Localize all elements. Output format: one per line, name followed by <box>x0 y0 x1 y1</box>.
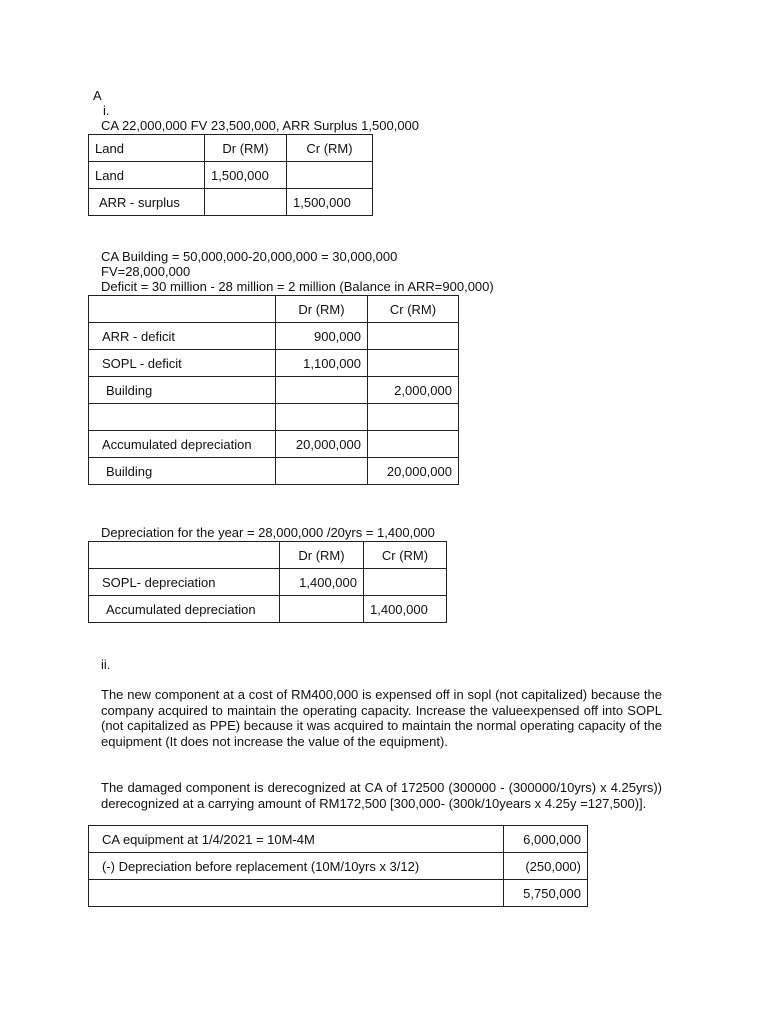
table-header-cell: Cr (RM) <box>287 135 373 162</box>
table-cell: Building <box>89 458 276 485</box>
table-cell <box>287 162 373 189</box>
table-cell: (250,000) <box>504 853 588 880</box>
table-header-cell: Land <box>89 135 205 162</box>
depreciation-intro-text: Depreciation for the year = 28,000,000 /20yrs = 1,400,000 <box>101 525 435 540</box>
table-row <box>89 431 459 458</box>
table-cell <box>205 189 287 216</box>
table-cell: 1,100,000 <box>276 350 368 377</box>
table-cell: 5,750,000 <box>504 880 588 907</box>
land-intro-text: CA 22,000,000 FV 23,500,000, ARR Surplus 1,500,000 <box>101 118 420 133</box>
table-cell <box>368 323 459 350</box>
table-cell: (-) Depreciation before replacement (10M/10yrs x 3/12) <box>89 853 504 880</box>
table-cell <box>89 404 276 431</box>
table-header-cell: Cr (RM) <box>364 542 447 569</box>
table-header-cell: Dr (RM) <box>280 542 364 569</box>
table-cell: SOPL - deficit <box>89 350 276 377</box>
table-cell: Accumulated depreciation <box>89 596 280 623</box>
paragraph-damaged-component: The damaged component is derecognized at CA of 172500 (300000 - (300000/10yrs) x 4.25yrs)) derecognized at a carrying amount of RM172,500 [300,000- (300k/10years x 4.25y =127,500)]. <box>101 780 662 811</box>
table-cell <box>364 569 447 596</box>
table-cell <box>276 404 368 431</box>
table-cell: Land <box>89 162 205 189</box>
table-header-cell <box>89 542 280 569</box>
building-journal-table <box>88 295 459 485</box>
table-cell: Accumulated depreciation <box>89 431 276 458</box>
table-row <box>89 189 373 216</box>
building-intro-line: CA Building = 50,000,000-20,000,000 = 30,000,000 <box>101 249 398 264</box>
table-cell: 2,000,000 <box>368 377 459 404</box>
table-cell: Building <box>89 377 276 404</box>
table-header-row <box>89 296 459 323</box>
table-row <box>89 323 459 350</box>
building-intro-line: Deficit = 30 million - 28 million = 2 million (Balance in ARR=900,000) <box>101 279 494 294</box>
table-cell: 1,500,000 <box>205 162 287 189</box>
table-cell <box>368 404 459 431</box>
table-cell <box>276 458 368 485</box>
table-row <box>89 853 588 880</box>
table-row <box>89 458 459 485</box>
part-label: i. <box>103 103 110 118</box>
table-header-row <box>89 542 447 569</box>
equipment-table <box>88 825 588 907</box>
table-cell: 1,500,000 <box>287 189 373 216</box>
table-row <box>89 350 459 377</box>
building-intro-line: FV=28,000,000 <box>101 264 191 279</box>
table-cell: SOPL- depreciation <box>89 569 280 596</box>
table-header-row <box>89 135 373 162</box>
table-row <box>89 880 588 907</box>
table-row <box>89 596 447 623</box>
table-header-cell: Cr (RM) <box>368 296 459 323</box>
table-header-cell <box>89 296 276 323</box>
table-cell <box>89 880 504 907</box>
table-row <box>89 162 373 189</box>
table-cell <box>280 596 364 623</box>
table-cell: ARR - surplus <box>89 189 205 216</box>
table-cell: 900,000 <box>276 323 368 350</box>
table-cell: 20,000,000 <box>368 458 459 485</box>
section-heading: A <box>93 88 102 103</box>
table-row <box>89 377 459 404</box>
table-cell <box>368 431 459 458</box>
paragraph-new-component: The new component at a cost of RM400,000 is expensed off in sopl (not capitalized) because the company acquired to maintain the operating capacity. Increase the valueexpensed off into SOPL (not capitalized as PPE) because it was acquired to maintain the normal operating capacity of the equipment (It does not increase the value of the equipment). <box>101 687 662 749</box>
table-cell: 1,400,000 <box>364 596 447 623</box>
table-header-cell: Dr (RM) <box>205 135 287 162</box>
table-cell: 1,400,000 <box>280 569 364 596</box>
table-cell <box>276 377 368 404</box>
depreciation-journal-table <box>88 541 447 623</box>
part-label: ii. <box>101 657 111 672</box>
table-row <box>89 569 447 596</box>
table-row <box>89 826 588 853</box>
table-cell <box>368 350 459 377</box>
land-journal-table <box>88 134 373 216</box>
table-cell: ARR - deficit <box>89 323 276 350</box>
table-cell: CA equipment at 1/4/2021 = 10M-4M <box>89 826 504 853</box>
table-row <box>89 404 459 431</box>
table-header-cell: Dr (RM) <box>276 296 368 323</box>
table-cell: 20,000,000 <box>276 431 368 458</box>
table-cell: 6,000,000 <box>504 826 588 853</box>
